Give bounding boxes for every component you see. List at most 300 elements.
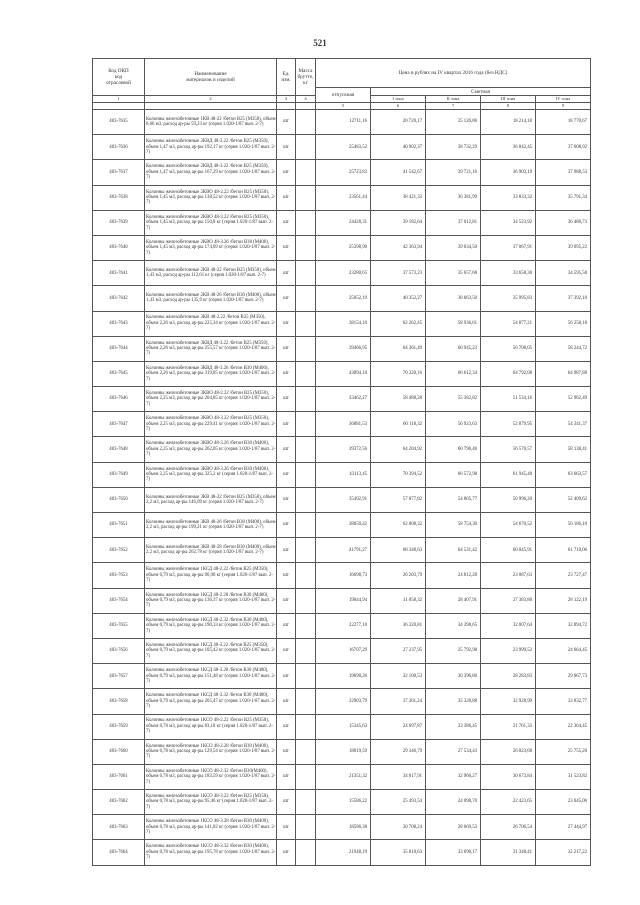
row-price-zone-2: 66 572,98 <box>426 462 481 487</box>
row-price-warehouse: 25052,19 <box>316 286 371 311</box>
row-code: 403-7653 <box>93 563 145 588</box>
row-price-zone-3: 28 283,83 <box>481 664 536 689</box>
row-code: 403-7649 <box>93 462 145 487</box>
row-price-zone-1: 39 182,64 <box>371 210 426 235</box>
header-unit <box>277 59 296 96</box>
row-price-zone-1: 27 237,95 <box>371 638 426 663</box>
header-zone-2: II зона <box>426 96 481 103</box>
row-code: 403-7654 <box>93 588 145 613</box>
row-name: Колонны железобетонные 3КВД 48-3.26 /бетон В30 (М400), объем 2,26 м3, расход ар-ры 319,85 кг (серия 1.020-1/87 вып. 2-7) <box>145 361 277 386</box>
row-name: Колонны железобетонные 1КСО 48-3.28 /бетон В30 (М400), объем 0,78 м3, расход ар-ры 141,82 кг (серия 1.020-1/87 вып. 2-7) <box>145 815 277 840</box>
row-mass <box>296 538 316 563</box>
table-row <box>93 286 591 311</box>
row-price-warehouse: 15345,63 <box>316 714 371 739</box>
row-price-zone-2: 24 812,28 <box>426 563 481 588</box>
header-code <box>93 59 145 96</box>
header-code-title: Код ОКП <box>108 68 129 74</box>
row-price-zone-3: 64 792,08 <box>481 361 536 386</box>
table-row <box>93 513 591 538</box>
row-price-zone-2: 39 634,50 <box>426 235 481 260</box>
colnum-3: 3 <box>277 96 296 103</box>
row-price-zone-1: 34 817,91 <box>371 764 426 789</box>
row-code: 403-7645 <box>93 361 145 386</box>
row-price-zone-3: 31 348,41 <box>481 840 536 865</box>
table-row <box>93 487 591 512</box>
header-unit-subtitle: изм. <box>281 77 291 83</box>
colnum-4b <box>296 103 316 110</box>
header-warehouse-price: отпускная <box>316 88 371 103</box>
row-price-zone-1: 37 573,23 <box>371 261 426 286</box>
row-price-warehouse: 23561,44 <box>316 185 371 210</box>
header-name <box>145 59 277 96</box>
row-code: 403-7646 <box>93 387 145 412</box>
colnum-8: 8 <box>481 103 536 110</box>
row-unit: шт <box>277 135 296 160</box>
header-zone-1: I зона <box>371 96 426 103</box>
row-price-zone-3: 26 023,68 <box>481 739 536 764</box>
table-row <box>93 185 591 210</box>
row-price-zone-4: 32 894,72 <box>536 613 591 638</box>
row-code: 403-7638 <box>93 185 145 210</box>
row-price-zone-4: 18 770,67 <box>536 110 591 135</box>
header-code-subtitle: код <box>114 74 123 80</box>
row-code: 403-7640 <box>93 235 145 260</box>
row-mass <box>296 563 316 588</box>
row-price-zone-1: 37 361,24 <box>371 689 426 714</box>
row-price-zone-2: 28 407,91 <box>426 588 481 613</box>
row-code: 403-7639 <box>93 210 145 235</box>
row-price-warehouse: 25483,52 <box>316 135 371 160</box>
row-name: Колонны железобетонные 1КСД 48-3.32 /бетон В30 (М400), объем 0,79 м3, расход ар-ры 205,47 кг (серия 1.020-1/87 вып. 2-7) <box>145 689 277 714</box>
row-name: Колонны железобетонные 1КСО 48-2.32 /бетон В30(М400), объем 0,78 м3, расход ар-ры 183,59 кг (серия 1.020-1/87 вып. 2-7) <box>145 764 277 789</box>
row-price-zone-1: 32 100,53 <box>371 664 426 689</box>
row-price-zone-1: 26 203,79 <box>371 563 426 588</box>
row-unit: шт <box>277 714 296 739</box>
row-price-warehouse: 19690,26 <box>316 664 371 689</box>
row-price-zone-4: 31 523,82 <box>536 764 591 789</box>
row-price-zone-1: 38 421,33 <box>371 185 426 210</box>
row-price-zone-1: 64 361,49 <box>371 336 426 361</box>
colnum-6: 6 <box>371 103 426 110</box>
row-code: 403-7650 <box>93 487 145 512</box>
row-price-zone-1: 40 902,37 <box>371 135 426 160</box>
table-row <box>93 261 591 286</box>
row-price-zone-2: 64 531,42 <box>426 538 481 563</box>
row-price-warehouse: 12711,16 <box>316 110 371 135</box>
row-name: Колонны железобетонные 2КВ 48-26 /бетон В30 (М400), объем 1,43 м3, расход ар-ры 135,9 кг (серия 1.020-1/87 вып. 2-7) <box>145 286 277 311</box>
row-price-zone-1: 42 363,94 <box>371 235 426 260</box>
row-name: Колонны железобетонные 2КВО 48-3.26 /бетон В30 (М400), объем 1,45 м3, расход ар-ры 174,09 кг (серия 1.020-1/87 вып. 2-7) <box>145 235 277 260</box>
row-price-warehouse: 22903,79 <box>316 689 371 714</box>
row-code: 403-7641 <box>93 261 145 286</box>
row-price-zone-1: 62 262,45 <box>371 311 426 336</box>
row-mass <box>296 613 316 638</box>
row-price-zone-1: 24 697,87 <box>371 714 426 739</box>
row-price-zone-1: 68 348,63 <box>371 538 426 563</box>
row-code: 403-7652 <box>93 538 145 563</box>
colnum-5: 5 <box>316 103 371 110</box>
row-price-zone-4: 61 710,06 <box>536 538 591 563</box>
row-mass <box>296 210 316 235</box>
row-mass <box>296 336 316 361</box>
row-price-zone-1: 40 352,27 <box>371 286 426 311</box>
row-code: 403-7635 <box>93 110 145 135</box>
row-price-zone-1: 58 488,28 <box>371 387 426 412</box>
row-price-warehouse: 35492,91 <box>316 487 371 512</box>
row-mass <box>296 764 316 789</box>
row-price-zone-4: 27 444,97 <box>536 815 591 840</box>
row-name: Колонны железобетонные 3КВ 48-28 /бетон В30 (М400), объем 2,2 м3, расход ар-ры 262,78 кг (серия 1.020-1/87 вып. 2-7) <box>145 538 277 563</box>
row-unit: шт <box>277 437 296 462</box>
row-mass <box>296 487 316 512</box>
header-name-subtitle: материалов и изделий <box>186 77 235 83</box>
row-price-zone-3: 61 945,48 <box>481 462 536 487</box>
row-price-zone-4: 33 832,77 <box>536 689 591 714</box>
row-mass <box>296 689 316 714</box>
row-price-warehouse: 18586,38 <box>316 815 371 840</box>
row-price-zone-2: 28 669,53 <box>426 815 481 840</box>
row-price-zone-2: 30 396,80 <box>426 664 481 689</box>
table-body <box>93 110 591 866</box>
row-price-zone-3: 30 673,84 <box>481 764 536 789</box>
row-mass <box>296 261 316 286</box>
row-price-zone-2: 66 612,34 <box>426 361 481 386</box>
colnum-2b <box>145 103 277 110</box>
row-mass <box>296 638 316 663</box>
page-number: 521 <box>313 38 327 48</box>
row-name: Колонны железобетонные 2КВО 48-2.22 /бетон В25 (М350), объем 1,45 м3, расход ар-ры 138,52 кг (серия 1.020-1/87 вып. 2-7) <box>145 185 277 210</box>
row-unit: шт <box>277 361 296 386</box>
row-price-zone-2: 23 386,45 <box>426 714 481 739</box>
row-price-zone-2: 60 796,46 <box>426 437 481 462</box>
table-row <box>93 110 591 135</box>
table-row <box>93 613 591 638</box>
row-price-warehouse: 21351,32 <box>316 764 371 789</box>
row-price-warehouse: 23280,65 <box>316 261 371 286</box>
row-price-warehouse: 18019,59 <box>316 739 371 764</box>
row-name: Колонны железобетонные 3КВО 48-3.26 /бетон В30 (М400), объем 2,25 м3, расход ар-ры 325,2 кг (серия 1.020-1/87 вып. 2-7) <box>145 462 277 487</box>
row-price-zone-1: 62 008,32 <box>371 513 426 538</box>
row-mass <box>296 361 316 386</box>
row-price-zone-4: 35 791,34 <box>536 185 591 210</box>
row-price-zone-2: 33 690,17 <box>426 840 481 865</box>
row-price-zone-1: 31 058,32 <box>371 588 426 613</box>
row-mass <box>296 588 316 613</box>
table-row <box>93 739 591 764</box>
row-price-zone-1: 35 818,63 <box>371 840 426 865</box>
table-row <box>93 462 591 487</box>
row-code: 403-7657 <box>93 664 145 689</box>
row-name: Колонны железобетонные 3КВО 48-2.22 /бетон В25 (М350), объем 2,25 м3, расход ар-ры 204,85 кг (серия 1.020-1/87 вып. 2-7) <box>145 387 277 412</box>
row-price-warehouse: 43094,10 <box>316 361 371 386</box>
row-price-zone-3: 54 877,21 <box>481 311 536 336</box>
row-unit: шт <box>277 588 296 613</box>
row-name: Колонны железобетонные 1КВ 48-22 /бетон В25 (М350), объем 0,66 м3, расход ар-ры 59,23 кг (серия 1.020-1/87 вып. 2-7) <box>145 110 277 135</box>
row-mass <box>296 840 316 865</box>
row-name: Колонны железобетонные 3КВ 48-26 /бетон В30 (М400), объем 2,2 м3, расход ар-ры 199,21 кг (серия 1.020-1/87 вып. 2-7) <box>145 513 277 538</box>
row-price-zone-4: 29 067,73 <box>536 664 591 689</box>
table-header <box>93 59 591 110</box>
row-mass <box>296 160 316 185</box>
row-price-zone-2: 25 120,86 <box>426 110 481 135</box>
header-mass <box>296 59 316 96</box>
row-unit: шт <box>277 412 296 437</box>
row-price-warehouse: 25398,90 <box>316 235 371 260</box>
colnum-4: 4 <box>296 96 316 103</box>
row-code: 403-7637 <box>93 160 145 185</box>
row-name: Колонны железобетонные 1КСО 48-3.22 /бетон В25 (М350), объем 0,78 м3, расход ар-ры 95,46 кг (серия 1.020-1/87 вып. 2-7) <box>145 790 277 815</box>
row-price-zone-4: 56 258,18 <box>536 311 591 336</box>
row-price-zone-2: 36 381,99 <box>426 185 481 210</box>
row-price-zone-3: 32 928,99 <box>481 689 536 714</box>
row-price-zone-4: 23 045,06 <box>536 790 591 815</box>
row-name: Колонны железобетонные 3КВО 48-3.22 /бетон В25 (М350), объем 2,25 м3, расход ар-ры 229,41 кг (серия 1.020-1/87 вып. 2-7) <box>145 412 277 437</box>
row-name: Колонны железобетонные 2КВ 48-22 /бетон В25 (М350), объем 1,43 м3, расход ар-ры 112,61 кг (серия 1.020-1/87 вып. 2-7) <box>145 261 277 286</box>
row-price-warehouse: 15586,22 <box>316 790 371 815</box>
header-zone-4: IV зона <box>536 96 591 103</box>
table-row <box>93 135 591 160</box>
row-unit: шт <box>277 110 296 135</box>
table-row <box>93 387 591 412</box>
row-price-zone-4: 36 480,73 <box>536 210 591 235</box>
row-name: Колонны железобетонные 1КСО 48-3.32 /бетон В30 (М400), объем 0,78 м3, расход ар-ры 195,78 кг (серия 1.020-1/87 вып. 2-7) <box>145 840 277 865</box>
row-mass <box>296 664 316 689</box>
row-code: 403-7660 <box>93 739 145 764</box>
row-unit: шт <box>277 689 296 714</box>
row-mass <box>296 185 316 210</box>
row-name: Колонны железобетонные 3КВД 48-3.22 /бетон В25 (М350), объем 2,26 м3, расход ар-ры 255,57 кг (серия 1.020-1/87 вып. 2-7) <box>145 336 277 361</box>
row-price-zone-1: 57 877,82 <box>371 487 426 512</box>
row-price-zone-2: 34 398,65 <box>426 613 481 638</box>
row-unit: шт <box>277 462 296 487</box>
row-code: 403-7664 <box>93 840 145 865</box>
row-price-zone-2: 24 098,70 <box>426 790 481 815</box>
row-price-zone-3: 36 842,45 <box>481 135 536 160</box>
row-price-zone-4: 39 095,22 <box>536 235 591 260</box>
row-price-zone-1: 29 346,79 <box>371 739 426 764</box>
row-name: Колонны железобетонные 1КСД 48-3.28 /бетон В30 (М400), объем 0,79 м3, расход ар-ры 151,48 кг (серия 1.020-1/87 вып. 2-7) <box>145 664 277 689</box>
row-code: 403-7643 <box>93 311 145 336</box>
row-unit: шт <box>277 261 296 286</box>
row-price-warehouse: 21948,19 <box>316 840 371 865</box>
table-row <box>93 361 591 386</box>
header-price-title: Цена в рублях на IV квартал 2016 года (без НДС) <box>316 59 591 88</box>
row-price-zone-3: 23 999,52 <box>481 638 536 663</box>
row-unit: шт <box>277 336 296 361</box>
row-unit: шт <box>277 210 296 235</box>
table-row <box>93 437 591 462</box>
row-price-zone-1: 70 394,52 <box>371 462 426 487</box>
row-unit: шт <box>277 613 296 638</box>
row-price-zone-3: 56 708,05 <box>481 336 536 361</box>
row-code: 403-7636 <box>93 135 145 160</box>
row-unit: шт <box>277 638 296 663</box>
row-price-zone-2: 38 663,50 <box>426 286 481 311</box>
row-price-zone-1: 64 204,92 <box>371 437 426 462</box>
row-price-zone-2: 55 382,82 <box>426 387 481 412</box>
row-price-zone-3: 21 761,33 <box>481 714 536 739</box>
row-unit: шт <box>277 563 296 588</box>
row-mass <box>296 387 316 412</box>
row-unit: шт <box>277 790 296 815</box>
row-price-zone-3: 34 523,92 <box>481 210 536 235</box>
row-price-zone-4: 58 244,72 <box>536 336 591 361</box>
row-unit: шт <box>277 664 296 689</box>
row-name: Колонны железобетонные 1КСО 48-2.28 /бетон В30 (М400), объем 0,78 м3, расход ар-ры 129,54 кг (серия 1.020-1/87 вып. 2-7) <box>145 739 277 764</box>
row-code: 403-7661 <box>93 764 145 789</box>
row-unit: шт <box>277 815 296 840</box>
row-price-zone-2: 39 721,16 <box>426 160 481 185</box>
header-mass-unit: кг <box>303 80 308 86</box>
row-code: 403-7647 <box>93 412 145 437</box>
row-price-zone-3: 35 995,83 <box>481 286 536 311</box>
row-price-zone-3: 27 383,80 <box>481 588 536 613</box>
table-row <box>93 815 591 840</box>
row-price-zone-1: 60 118,32 <box>371 412 426 437</box>
colnum-1b <box>93 103 145 110</box>
row-unit: шт <box>277 160 296 185</box>
row-price-zone-1: 25 493,54 <box>371 790 426 815</box>
row-price-warehouse: 16698,73 <box>316 563 371 588</box>
row-code: 403-7659 <box>93 714 145 739</box>
row-price-zone-3: 50 996,20 <box>481 487 536 512</box>
price-table-container <box>92 58 590 866</box>
row-price-zone-2: 38 732,29 <box>426 135 481 160</box>
row-code: 403-7656 <box>93 638 145 663</box>
row-price-zone-4: 64 987,88 <box>536 361 591 386</box>
table-row <box>93 210 591 235</box>
row-mass <box>296 235 316 260</box>
row-price-warehouse: 38154,10 <box>316 311 371 336</box>
row-price-zone-4: 54 341,37 <box>536 412 591 437</box>
row-mass <box>296 714 316 739</box>
row-mass <box>296 739 316 764</box>
row-code: 403-7644 <box>93 336 145 361</box>
table-row <box>93 311 591 336</box>
row-price-zone-3: 52 879,95 <box>481 412 536 437</box>
row-price-warehouse: 36881,53 <box>316 412 371 437</box>
row-price-zone-2: 32 960,27 <box>426 764 481 789</box>
row-mass <box>296 513 316 538</box>
row-price-warehouse: 24428,31 <box>316 210 371 235</box>
row-price-zone-3: 18 214,18 <box>481 110 536 135</box>
table-row <box>93 790 591 815</box>
table-row <box>93 664 591 689</box>
row-price-zone-4: 34 595,58 <box>536 261 591 286</box>
row-price-zone-4: 32 217,22 <box>536 840 591 865</box>
row-price-zone-1: 70 320,16 <box>371 361 426 386</box>
row-mass <box>296 437 316 462</box>
row-price-zone-2: 56 923,63 <box>426 412 481 437</box>
table-row <box>93 412 591 437</box>
row-mass <box>296 110 316 135</box>
row-price-warehouse: 39372,56 <box>316 437 371 462</box>
row-price-zone-2: 35 657,68 <box>426 261 481 286</box>
table-row <box>93 235 591 260</box>
colnum-2: 2 <box>145 96 277 103</box>
row-price-zone-2: 58 754,30 <box>426 513 481 538</box>
row-code: 403-7663 <box>93 815 145 840</box>
row-price-warehouse: 39466,95 <box>316 336 371 361</box>
row-price-zone-4: 63 663,57 <box>536 462 591 487</box>
row-mass <box>296 790 316 815</box>
row-name: Колонны железобетонные 1КСД 48-2.28 /бетон В30 (М400), объем 0,79 м3, расход ар-ры 136,37 кг (серия 1.020-1/87 вып. 2-7) <box>145 588 277 613</box>
row-price-zone-3: 54 670,52 <box>481 513 536 538</box>
colnum-7: 7 <box>426 103 481 110</box>
row-name: Колонны железобетонные 1КСД 48-3.22 /бетон В25 (М350), объем 0,79 м3, расход ар-ры 105,42 кг (серия 1.020-1/87 вып. 2-7) <box>145 638 277 663</box>
colnum-3b <box>277 103 296 110</box>
row-price-warehouse: 25723,83 <box>316 160 371 185</box>
table-row <box>93 764 591 789</box>
table-row <box>93 563 591 588</box>
row-price-zone-1: 36 320,81 <box>371 613 426 638</box>
header-unit-title: Ед. <box>282 71 290 77</box>
row-unit: шт <box>277 739 296 764</box>
row-price-zone-2: 54 805,77 <box>426 487 481 512</box>
row-price-warehouse: 16707,29 <box>316 638 371 663</box>
row-mass <box>296 462 316 487</box>
row-unit: шт <box>277 185 296 210</box>
row-price-zone-1: 41 542,67 <box>371 160 426 185</box>
table-row <box>93 588 591 613</box>
row-mass <box>296 286 316 311</box>
row-price-warehouse: 43113,45 <box>316 462 371 487</box>
row-mass <box>296 412 316 437</box>
row-name: Колонны железобетонные 3КВО 48-3.26 /бетон В30 (М400), объем 2,25 м3, расход ар-ры 262,05 кг (серия 1.020-1/87 вып. 2-7) <box>145 437 277 462</box>
row-price-warehouse: 41791,27 <box>316 538 371 563</box>
row-unit: шт <box>277 513 296 538</box>
row-price-zone-4: 37 988,53 <box>536 160 591 185</box>
row-price-zone-2: 27 534,43 <box>426 739 481 764</box>
row-price-zone-4: 52 409,62 <box>536 487 591 512</box>
table-row <box>93 336 591 361</box>
row-price-zone-2: 58 936,61 <box>426 311 481 336</box>
header-mass-subtitle: брутто, <box>297 74 314 80</box>
row-code: 403-7642 <box>93 286 145 311</box>
row-code: 403-7648 <box>93 437 145 462</box>
row-price-zone-4: 22 364,45 <box>536 714 591 739</box>
row-mass <box>296 311 316 336</box>
row-name: Колонны железобетонные 1КСД 48-2.32 /бетон В30 (М400), объем 0,79 м3, расход ар-ры 190,33 кг (серия 1.020-1/87 вып. 2-7) <box>145 613 277 638</box>
row-price-zone-2: 60 945,23 <box>426 336 481 361</box>
row-price-zone-4: 56 186,10 <box>536 513 591 538</box>
row-name: Колонны железобетонные 3КВ 48-22 /бетон В25 (М350), объем 2,2 м3, расход ар-ры 146,09 кг (серия 1.020-1/87 вып. 2-7) <box>145 487 277 512</box>
row-price-zone-3: 32 007,64 <box>481 613 536 638</box>
row-name: Колонны железобетонные 3КВ 48-2.22 /бетон В25 (М350), объем 2,26 м3, расход ар-ры 225,34 кг (серия 1.020-1/87 вып. 2-7) <box>145 311 277 336</box>
row-code: 403-7658 <box>93 689 145 714</box>
table-row <box>93 160 591 185</box>
row-unit: шт <box>277 286 296 311</box>
table-row <box>93 714 591 739</box>
row-price-zone-4: 37 608,92 <box>536 135 591 160</box>
row-price-warehouse: 33462,27 <box>316 387 371 412</box>
row-price-zone-4: 25 755,20 <box>536 739 591 764</box>
row-price-zone-1: 20 720,17 <box>371 110 426 135</box>
colnum-9: 9 <box>536 103 591 110</box>
row-price-warehouse: 22277,10 <box>316 613 371 638</box>
row-price-zone-4: 37 392,10 <box>536 286 591 311</box>
row-unit: шт <box>277 764 296 789</box>
row-unit: шт <box>277 538 296 563</box>
row-mass <box>296 815 316 840</box>
row-price-zone-3: 33 658,30 <box>481 261 536 286</box>
row-price-zone-4: 58 138,41 <box>536 437 591 462</box>
row-unit: шт <box>277 487 296 512</box>
row-price-zone-1: 30 708,24 <box>371 815 426 840</box>
row-price-zone-3: 51 534,16 <box>481 387 536 412</box>
colnum-1: 1 <box>93 96 145 103</box>
row-price-zone-3: 37 067,91 <box>481 235 536 260</box>
